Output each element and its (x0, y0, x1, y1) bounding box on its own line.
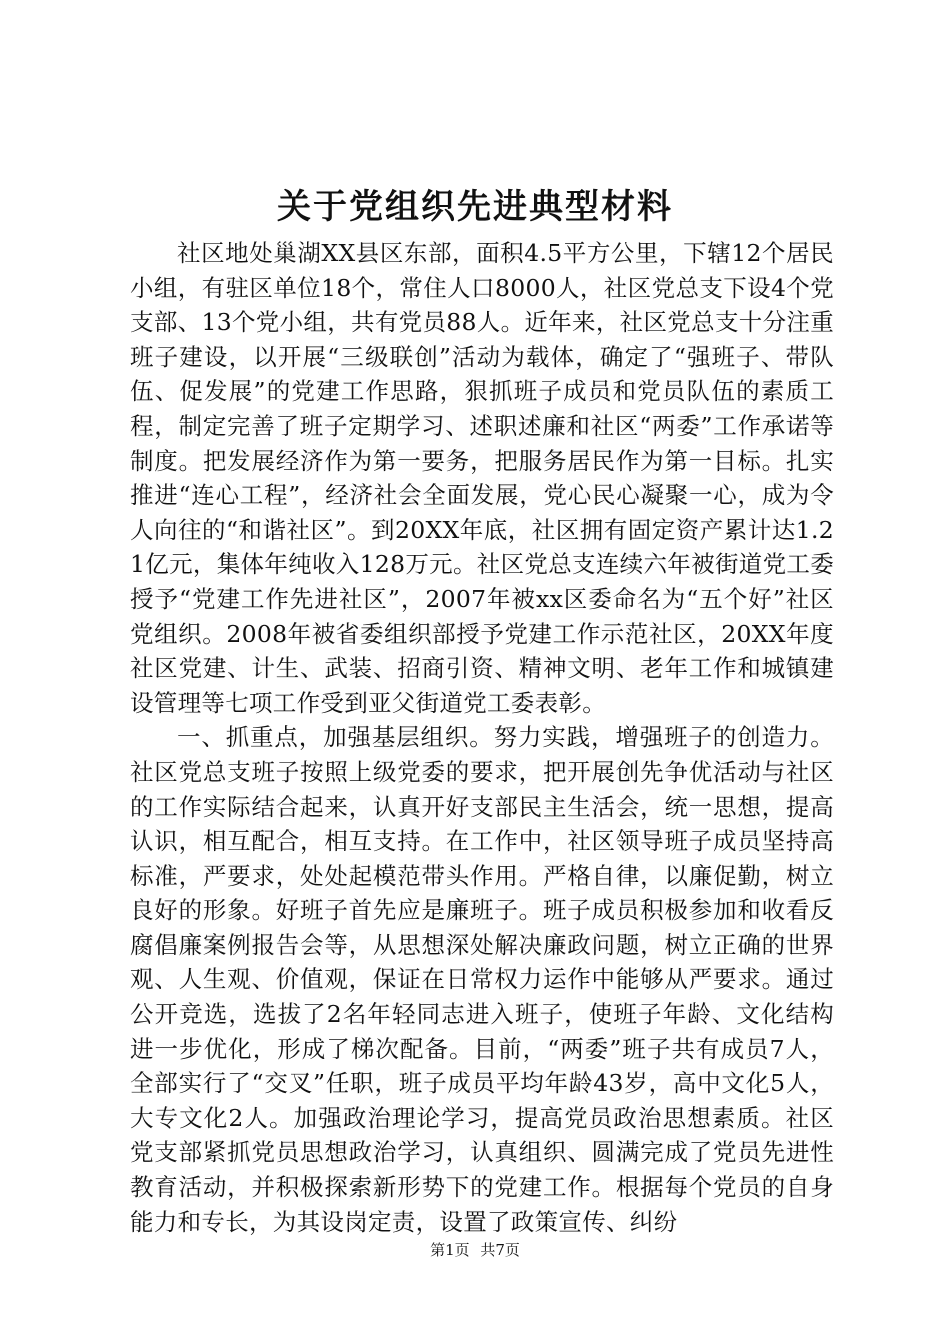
page-number: 第1页 (430, 1241, 470, 1259)
paragraph-intro: 社区地处巢湖XX县区东部，面积4.5平方公里，下辖12个居民小组，有驻区单位18个，常住人口8000人，社区党总支下设4个党支部、13个党小组，共有党员88人。近年来，社区党总支十分注重班子建设，以开展“三级联创”活动为载体，确定了“强班子、带队伍、促发展”的党建工作思路，狠抓班子成员和党员队伍的素质工程，制定完善了班子定期学习、述职述廉和社区“两委”工作承诺等制度。把发展经济作为第一要务，把服务居民作为第一目标。扎实推进“连心工程”，经济社会全面发展，党心民心凝聚一心，成为令人向往的“和谐社区”。到20XX年底，社区拥有固定资产累计达1.21亿元，集体年纯收入128万元。社区党总支连续六年被街道党工委授予“党建工作先进社区”，2007年被xx区委命名为“五个好”社区党组织。2008年被省委组织部授予党建工作示范社区，20XX年度社区党建、计生、武装、招商引资、精神文明、老年工作和城镇建设管理等七项工作受到亚父街道党工委表彰。 (130, 239, 834, 717)
document-title: 关于党组织先进典型材料 (277, 187, 673, 227)
paragraph-section-one: 一、抓重点，加强基层组织。努力实践，增强班子的创造力。社区党总支班子按照上级党委的要求，把开展创先争优活动与社区的工作实际结合起来，认真开好支部民主生活会，统一思想，提高认识，相互配合，相互支持。在工作中，社区领导班子成员坚持高标准，严要求，处处起模范带头作用。严格自律，以廉促勤，树立良好的形象。好班子首先应是廉班子。班子成员积极参加和收看反腐倡廉案例报告会等，从思想深处解决廉政问题，树立正确的世界观、人生观、价值观，保证在日常权力运作中能够从严要求。通过公开竞选，选拔了2名年轻同志进入班子，使班子年龄、文化结构进一步优化，形成了梯次配备。目前，“两委”班子共有成员7人，全部实行了“交叉”任职，班子成员平均年龄43岁，高中文化5人，大专文化2人。加强政治理论学习，提高党员政治思想素质。社区党支部紧抓党员思想政治学习，认真组织、圆满完成了党员先进性教育活动，并积极探索新形势下的党建工作。根据每个党员的自身能力和专长，为其设岗定责，设置了政策宣传、纠纷 (130, 723, 834, 1236)
page-footer (0, 1240, 950, 1260)
document-body (130, 236, 834, 1239)
page-total: 共7页 (480, 1241, 520, 1259)
